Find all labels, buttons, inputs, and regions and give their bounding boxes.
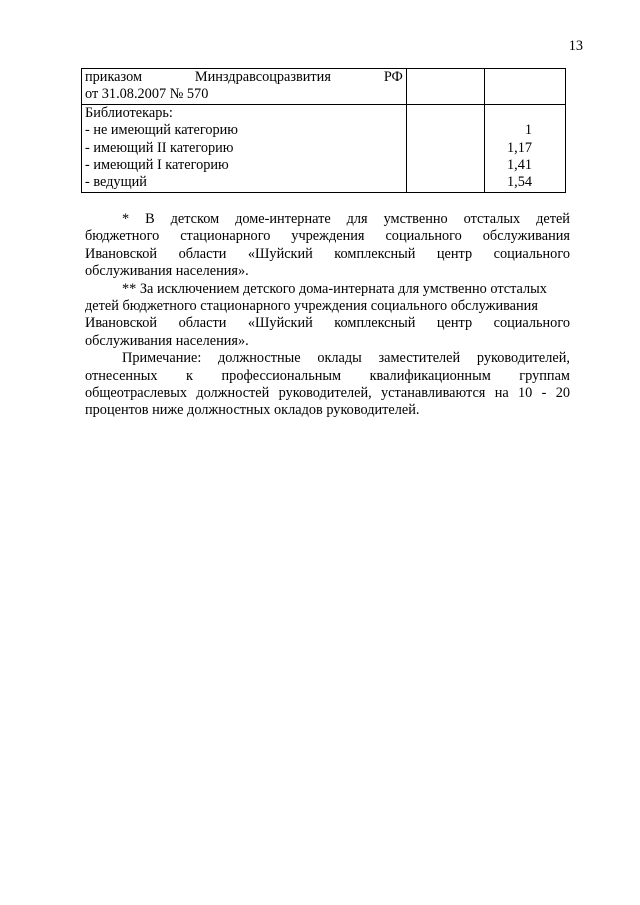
paragraph-word: детей	[536, 211, 570, 227]
category-item: - имеющий II категорию	[85, 139, 234, 156]
table-row	[82, 69, 566, 105]
paragraph-word: профессиональным	[221, 367, 342, 384]
paragraph-word: комплексный	[334, 315, 416, 332]
salary-coefficient-table	[81, 68, 566, 193]
paragraph-word: *	[122, 211, 130, 227]
paragraph-line	[85, 281, 570, 298]
table-cell-position	[82, 69, 407, 105]
paragraph-word: ** За исключением детского дома-интерната для умственно отсталых	[122, 280, 547, 297]
paragraph-line	[85, 402, 570, 419]
paragraph-word: процентов ниже должностных окладов руководителей.	[85, 402, 420, 419]
paragraph-line	[85, 228, 570, 245]
category-item: - ведущий	[85, 174, 147, 191]
coefficient-value: 1,41	[506, 157, 532, 174]
paragraph-word: -	[541, 385, 547, 402]
paragraph-word: области	[178, 245, 227, 262]
paragraph-word: детском	[170, 211, 220, 227]
paragraph-word: В	[145, 211, 155, 227]
paragraph-word: квалификационным	[369, 367, 491, 384]
paragraph-word: руководителей,	[476, 350, 570, 367]
ministry-word: Минздравсоцразвития	[194, 69, 331, 85]
paragraph-word: Примечание:	[122, 350, 202, 367]
paragraph-line	[85, 263, 570, 280]
paragraph-word: отсталых	[463, 211, 521, 227]
paragraph-word: руководителей,	[278, 385, 372, 402]
order-word: приказом	[85, 69, 143, 85]
paragraph-line	[85, 333, 570, 350]
notes-section	[85, 211, 570, 420]
coefficient-value: 1,54	[506, 174, 532, 191]
paragraph-word: обслуживания	[482, 228, 570, 245]
table-cell-empty	[485, 69, 566, 105]
paragraph-word: доме-интернате	[235, 211, 331, 227]
category-item: - имеющий I категорию	[85, 157, 229, 174]
paragraph-word: учреждения	[291, 228, 365, 245]
table-cell-empty	[406, 69, 485, 105]
paragraph-word: области	[178, 315, 227, 332]
paragraph-word: центр	[436, 315, 473, 332]
paragraph-line	[85, 246, 570, 263]
country-word: РФ	[383, 69, 403, 85]
page-number: 13	[568, 38, 583, 54]
paragraph-word: 20	[555, 385, 570, 402]
position-title: Библиотекарь:	[85, 104, 173, 121]
paragraph-word: отнесенных	[85, 367, 158, 384]
order-reference-line	[85, 69, 403, 86]
paragraph-word: социального	[385, 228, 462, 245]
paragraph-line	[85, 211, 570, 228]
coefficient-value: 1,17	[506, 139, 532, 156]
paragraph-word: на	[494, 385, 509, 402]
paragraph-word: оклады	[317, 350, 362, 367]
paragraph-word: группам	[519, 367, 570, 384]
note-paragraph-2	[85, 281, 570, 351]
paragraph-line	[85, 298, 570, 315]
paragraph-line	[85, 368, 570, 385]
paragraph-word: «Шуйский	[247, 315, 313, 332]
paragraph-word: социального	[493, 245, 570, 262]
paragraph-word: Ивановской	[85, 315, 158, 332]
paragraph-word: умственно	[383, 211, 448, 227]
table-cell-coefficients	[485, 104, 566, 192]
paragraph-word: детей бюджетного стационарного учреждения социального обслуживания	[85, 298, 538, 315]
paragraph-word: обслуживания населения».	[85, 332, 249, 349]
note-paragraph-3	[85, 350, 570, 420]
paragraph-word: общеотраслевых	[85, 385, 187, 402]
paragraph-word: комплексный	[334, 245, 416, 262]
paragraph-line	[85, 385, 570, 402]
paragraph-word: стационарного	[180, 228, 271, 245]
paragraph-line	[85, 350, 570, 367]
table-cell-empty	[406, 104, 485, 192]
table-cell-position	[82, 104, 407, 192]
coefficient-spacer	[488, 105, 562, 122]
paragraph-line	[85, 315, 570, 332]
coefficient-value: 1	[524, 122, 532, 139]
paragraph-word: социального	[493, 315, 570, 332]
paragraph-word: центр	[436, 245, 473, 262]
paragraph-word: заместителей	[378, 350, 461, 367]
paragraph-word: бюджетного	[85, 228, 160, 245]
paragraph-word: устанавливаются	[381, 385, 486, 402]
paragraph-word: к	[186, 367, 193, 384]
paragraph-word: 10	[518, 385, 533, 402]
paragraph-word: для	[346, 211, 368, 227]
paragraph-word: должностей	[196, 385, 270, 402]
paragraph-word: «Шуйский	[247, 245, 313, 262]
table-row	[82, 104, 566, 192]
paragraph-word: обслуживания населения».	[85, 263, 249, 280]
order-date-line: от 31.08.2007 № 570	[85, 86, 209, 103]
note-paragraph-1	[85, 211, 570, 281]
paragraph-word: должностные	[218, 350, 301, 367]
category-item: - не имеющий категорию	[85, 122, 238, 139]
paragraph-word: Ивановской	[85, 245, 158, 262]
